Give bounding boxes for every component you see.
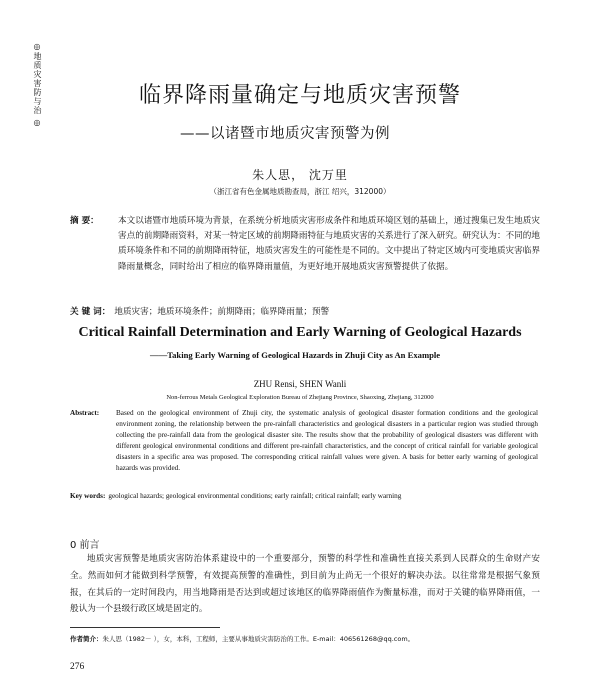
subtitle-chinese: ——以诸暨市地质灾害预警为例 — [180, 126, 390, 142]
footnote-label: 作者简介： — [70, 635, 103, 643]
section-heading: 0 前言 — [70, 540, 100, 551]
abstract-english — [70, 408, 538, 474]
intro-paragraph: 地质灾害预警是地质灾害防治体系建设中的一个重要部分，预警的科学性和准确性直接关系到人民群众的生命财产安全。然而如何才能做到科学预警，有效提高预警的准确性，到目前为止尚无一个很好的解决办法。以往常常是根据气象预报，在其后的一定时间段内，用当地降雨是否达到或超过该地区的临界降雨值作为衡量标准，而对于关键的临界降雨值，一般认为一个县级行政区域是固定的。 — [70, 554, 540, 615]
affiliation-english: Non-ferrous Metals Geological Exploration Bureau of Zhejiang Province, Shaoxing, Zhejiang, 312000 — [166, 394, 434, 401]
title-chinese: 临界降雨量确定与地质灾害预警 — [138, 83, 461, 108]
journal-name: 地质灾害防与治 — [33, 52, 42, 115]
footnote-text: 朱人思（1982－ ），女，本科，工程师，主要从事地质灾害防治的工作。E-mail：406561268@qq.com。 — [102, 635, 415, 643]
authors-chinese: 朱人思， 沈万里 — [252, 168, 348, 182]
keywords-chinese-label: 关 键 词： — [70, 307, 111, 317]
abstract-english-label: Abstract: — [70, 409, 100, 417]
author-footnote — [70, 634, 550, 643]
page-number: 276 — [70, 662, 85, 672]
abstract-chinese — [70, 214, 540, 275]
keywords-english-label: Key words: — [70, 492, 106, 500]
footnote-divider — [70, 627, 220, 628]
keywords-chinese-text: 地质灾害；地质环境条件；前期降雨；临界降雨量；预警 — [114, 307, 330, 317]
abstract-chinese-label: 摘 要： — [70, 216, 99, 226]
affiliation-chinese: （浙江省有色金属地质勘查局，浙江 绍兴，312000） — [209, 187, 391, 196]
journal-mark-bottom: ◎ — [33, 118, 41, 127]
authors-english: ZHU Rensi, SHEN Wanli — [253, 379, 347, 389]
keywords-english-text: geological hazards; geological environmental conditions; early rainfall; critical rainfall; early warning — [108, 492, 402, 500]
keywords-english — [70, 491, 540, 502]
abstract-chinese-text: 本文以诸暨市地质环境为背景，在系统分析地质灾害形成条件和地质环境区划的基础上，通过搜集已发生地质灾害点的前期降雨资料，对某一特定区域的前期降雨特征与地质灾害的关系进行了深入研究。研究认为：不同的地质环境条件和不同的前期降雨特征，地质灾害发生的可能性是不同的。文中提出了特定区域内可变地质灾害临界降雨量概念，同时给出了相应的临界降雨量值，为更好地开展地质灾害预警提供了依据。 — [118, 216, 540, 272]
subtitle-english: ——Taking Early Warning of Geological Hazards in Zhuji City as An Example — [150, 350, 441, 360]
title-english: Critical Rainfall Determination and Early Warning of Geological Hazards — [78, 325, 522, 340]
journal-mark-top: ◎ — [33, 42, 41, 51]
keywords-chinese — [70, 305, 540, 319]
abstract-english-text: Based on the geological environment of Zhuji city, the systematic analysis of geological disaster formation conditions and the geological environment zoning, the relationship between the pre-rainfall characteristics and geological disasters in a particular region was studied through collecting the pre-rainfall data from the geological disaster site. The results show that the probability of geological disasters was different with different geological environmental conditions and different pre-rainfall characteristics, and the concept of critical rainfall for variable geological disasters in a specific area was proposed. The corresponding critical rainfall values were given. A basis for better early warning of geological hazards was provided. — [116, 409, 538, 472]
